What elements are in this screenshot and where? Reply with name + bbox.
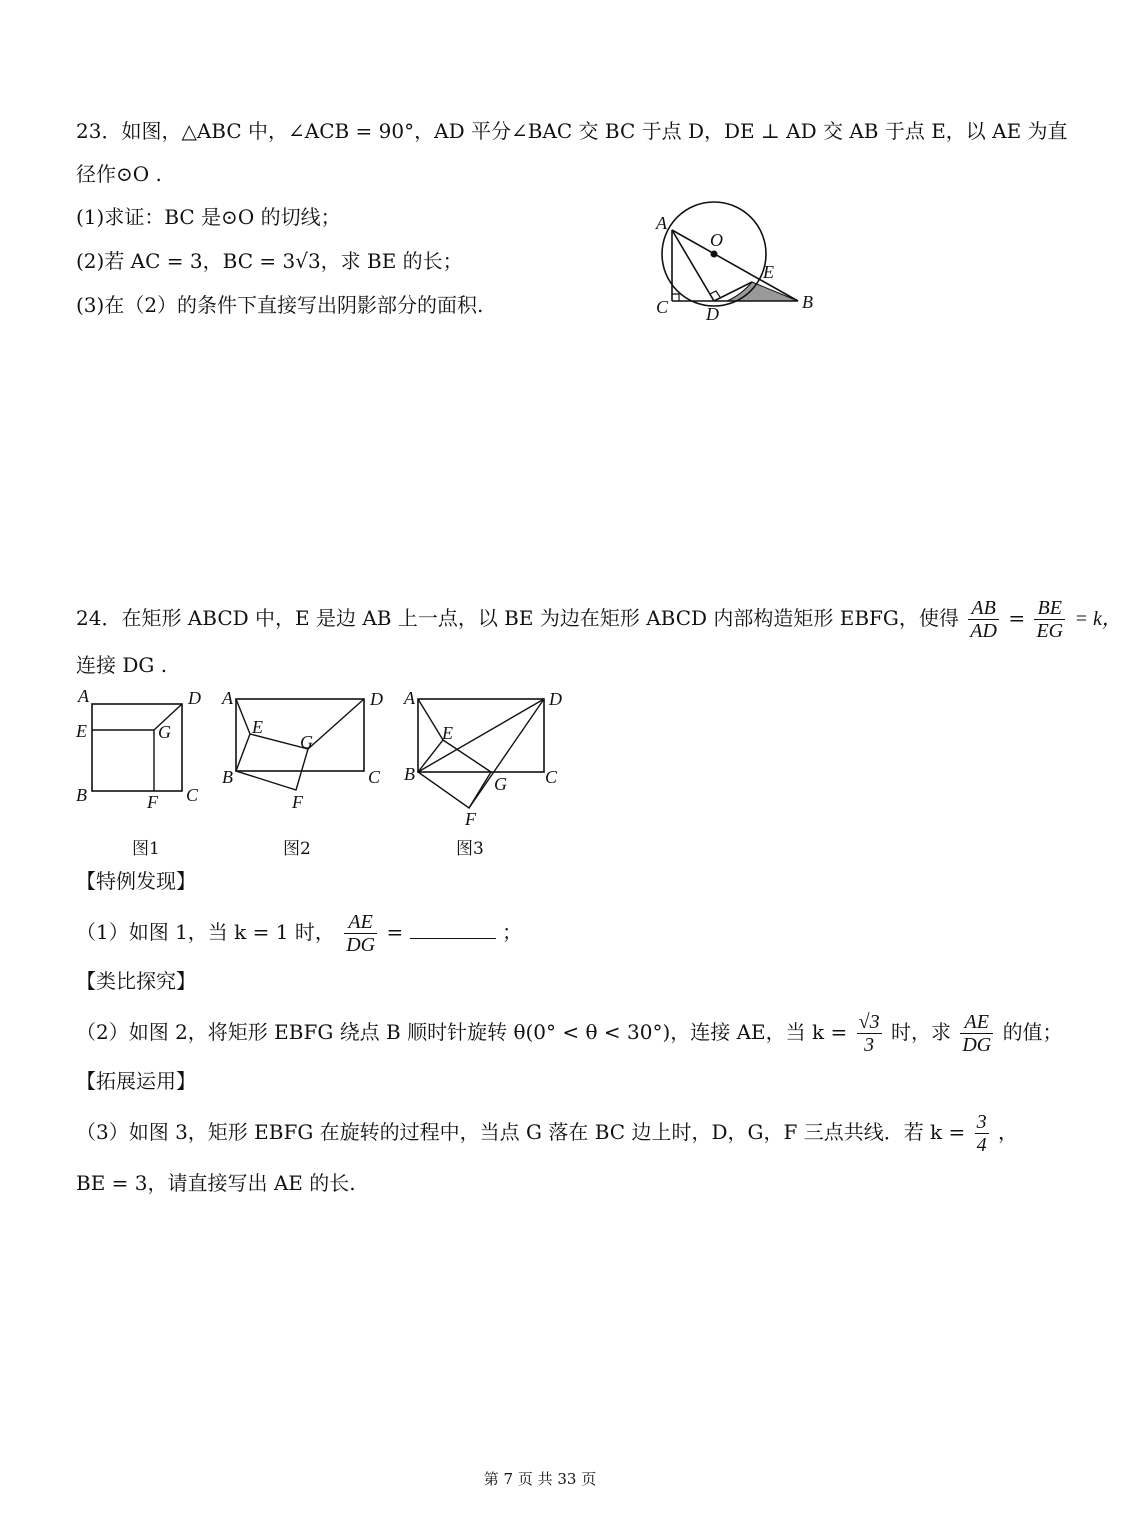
fraction-3-4: $\frac{3}{4}$ [976, 1111, 987, 1156]
figure-3 [395, 685, 575, 829]
f2-label-g: G [300, 732, 313, 752]
f2-label-a: A [222, 688, 233, 708]
q24-part3-end: ， [998, 1120, 1019, 1144]
q24-part3-text: （3）如图 3，矩形 EBFG 在旋转的过程中，当点 G 落在 BC 边上时，D，G，F 三点共线．若 k = [76, 1120, 966, 1144]
fraction-be-eg: $\frac{BE}{EG}$ [1036, 597, 1064, 642]
figure-q23-circle [650, 200, 830, 325]
fraction-ae-dg-2: $\frac{AE}{DG}$ [962, 1011, 992, 1056]
q23-line2: 径作⊙O . [76, 162, 162, 186]
q23-part1: (1)求证：BC 是⊙O 的切线； [76, 205, 341, 229]
f1-label-g: G [158, 722, 171, 742]
fraction-ae-dg-1: $\frac{AE}{DG}$ [346, 911, 376, 956]
f1-label-e: E [76, 721, 87, 741]
q24-part2-text: （2）如图 2，将矩形 EBFG 绕点 B 顺时针旋转 θ(0° < θ < 30°)，连接 AE，当 k = [76, 1020, 848, 1044]
figure-2 [215, 685, 390, 815]
q24-part1-end: ； [501, 920, 522, 944]
q24-part3 [76, 1108, 1018, 1156]
answer-blank[interactable] [410, 920, 496, 939]
q24-intro-text: 24．在矩形 ABCD 中，E 是边 AB 上一点，以 BE 为边在矩形 ABCD 内部构造矩形 EBFG，使得 [76, 606, 959, 630]
f2-label-b: B [222, 767, 233, 787]
equals-sign: = [1008, 606, 1026, 630]
label-o: O [710, 230, 723, 250]
q24-part2-end: 的值； [1002, 1020, 1063, 1044]
q23-part2: (2)若 AC = 3，BC = 3√3，求 BE 的长； [76, 249, 463, 273]
shaded-region [727, 282, 798, 301]
q24-part1-text: （1）如图 1，当 k = 1 时， [76, 920, 335, 944]
f2-label-d: D [370, 689, 383, 709]
q23-part3: (3)在（2）的条件下直接写出阴影部分的面积. [76, 293, 484, 317]
f3-label-c: C [545, 767, 558, 787]
q24-part1 [76, 908, 522, 956]
f1-label-f: F [147, 792, 158, 812]
section-analogy: 【类比探究】 [76, 969, 196, 993]
fraction-sqrt3-3: $\frac{√3}{3}$ [858, 1011, 880, 1056]
q24-part2 [76, 1008, 1063, 1056]
f2-label-f: F [292, 792, 303, 812]
f2-label-c: C [368, 767, 381, 787]
figure-1 [70, 685, 210, 815]
equals-k: = k， [1074, 608, 1122, 630]
label-d: D [706, 304, 719, 324]
label-a: A [656, 213, 667, 233]
f2-label-e: E [252, 717, 263, 737]
label-e: E [763, 262, 774, 282]
f3-label-a: A [404, 688, 415, 708]
equals-sign-p1: = [386, 920, 404, 944]
page-footer: 第 7 页 共 33 页 [483, 1470, 597, 1488]
section-extension: 【拓展运用】 [76, 1069, 196, 1093]
f3-label-b: B [404, 764, 415, 784]
f1-label-b: B [76, 785, 87, 805]
f1-label-c: C [186, 785, 199, 805]
f3-label-f: F [465, 809, 476, 829]
section-special-case: 【特例发现】 [76, 869, 196, 893]
q23-line1: 23．如图，△ABC 中，∠ACB = 90°，AD 平分∠BAC 交 BC 于点 D，DE ⊥ AD 交 AB 于点 E，以 AE 为直 [76, 119, 1068, 143]
q24-line2: 连接 DG . [76, 653, 168, 677]
f3-label-d: D [549, 689, 562, 709]
f3-label-g: G [494, 774, 507, 794]
label-c: C [656, 297, 669, 317]
f1-label-d: D [188, 688, 201, 708]
caption-figure-3: 图3 [456, 839, 484, 859]
caption-figure-2: 图2 [283, 839, 311, 859]
f1-label-a: A [78, 686, 89, 706]
f3-label-e: E [442, 723, 453, 743]
label-b: B [802, 292, 813, 312]
q24-part2-mid: 时，求 [890, 1020, 951, 1044]
fraction-ab-ad: $\frac{AB}{AD}$ [970, 597, 997, 642]
q24-part3-line2: BE = 3，请直接写出 AE 的长. [76, 1171, 356, 1195]
caption-figure-1: 图1 [132, 839, 160, 859]
q24-intro [76, 594, 1122, 643]
